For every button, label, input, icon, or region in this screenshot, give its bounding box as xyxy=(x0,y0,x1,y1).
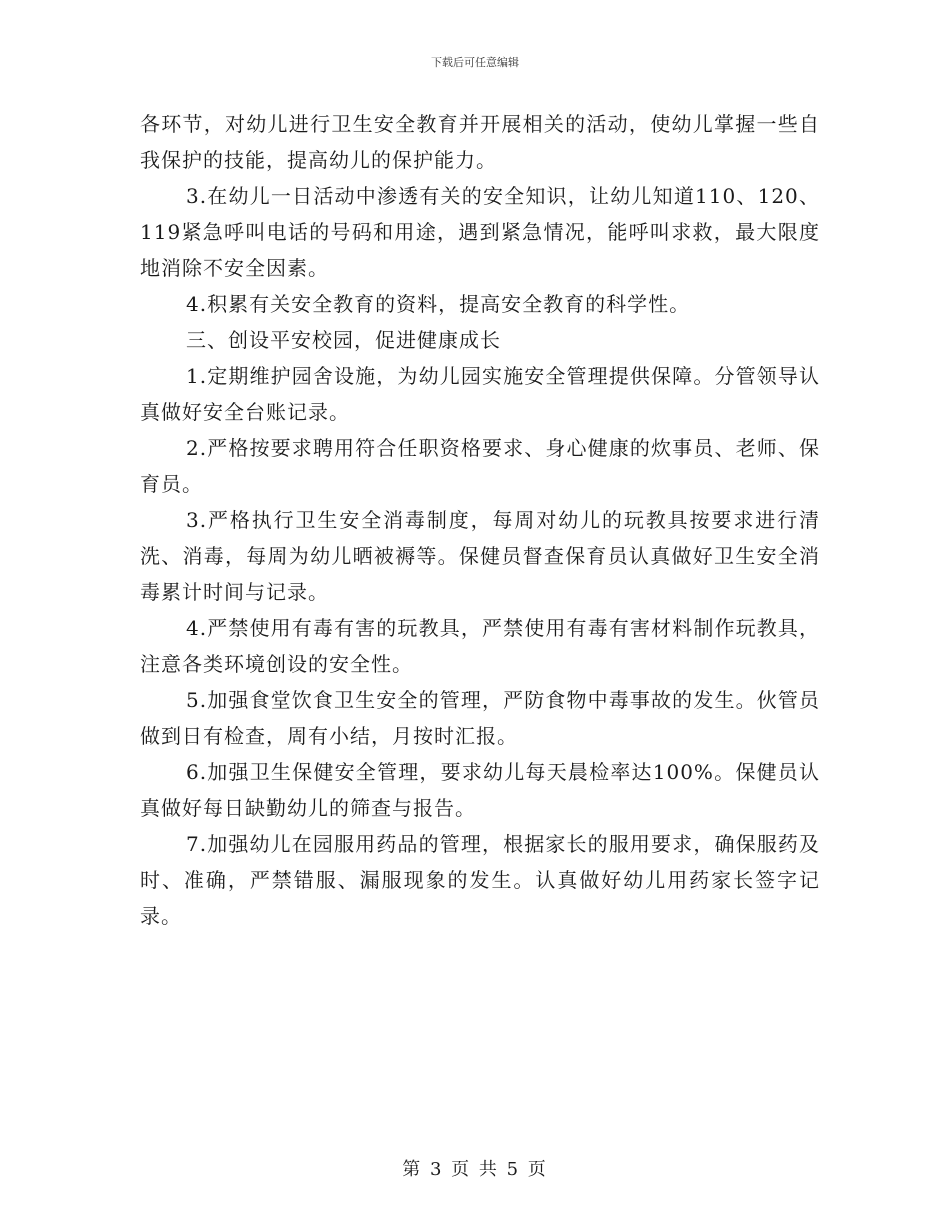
paragraph-item-4-toys: 4.严禁使用有毒有害的玩教具，严禁使用有毒有害材料制作玩教具，注意各类环境创设的安全性。 xyxy=(140,616,820,676)
header-note: 下载后可任意编辑 xyxy=(431,56,519,69)
paragraph-continuation: 各环节，对幼儿进行卫生安全教育并开展相关的活动，使幼儿掌握一些自我保护的技能，提高幼儿的保护能力。 xyxy=(140,112,820,172)
paragraph-item-1-facilities: 1.定期维护园舍设施，为幼儿园实施安全管理提供保障。分管领导认真做好安全台账记录。 xyxy=(140,364,820,424)
paragraph-item-2-staffing: 2.严格按要求聘用符合任职资格要求、身心健康的炊事员、老师、保育员。 xyxy=(140,436,820,496)
section-heading-3: 三、创设平安校园，促进健康成长 xyxy=(186,328,501,352)
paragraph-item-7-medication: 7.加强幼儿在园服用药品的管理，根据家长的服用要求，确保服药及时、准确，严禁错服、漏服现象的发生。认真做好幼儿用药家长签字记录。 xyxy=(140,832,820,928)
page-number-footer: 第 3 页 共 5 页 xyxy=(402,1159,548,1180)
paragraph-item-3-emergency-numbers: 3.在幼儿一日活动中渗透有关的安全知识，让幼儿知道110、120、119紧急呼叫电话的号码和用途，遇到紧急情况，能呼叫求救，最大限度地消除不安全因素。 xyxy=(140,184,820,280)
paragraph-item-5-canteen: 5.加强食堂饮食卫生安全的管理，严防食物中毒事故的发生。伙管员做到日有检查，周有小结，月按时汇报。 xyxy=(140,688,820,748)
paragraph-item-4-materials: 4.积累有关安全教育的资料，提高安全教育的科学性。 xyxy=(186,292,691,316)
paragraph-item-3-disinfection: 3.严格执行卫生安全消毒制度，每周对幼儿的玩教具按要求进行清洗、消毒，每周为幼儿晒被褥等。保健员督查保育员认真做好卫生安全消毒累计时间与记录。 xyxy=(140,508,820,604)
document-body xyxy=(140,106,820,934)
paragraph-item-6-health-check: 6.加强卫生保健安全管理，要求幼儿每天晨检率达100%。保健员认真做好每日缺勤幼儿的筛查与报告。 xyxy=(140,760,820,820)
